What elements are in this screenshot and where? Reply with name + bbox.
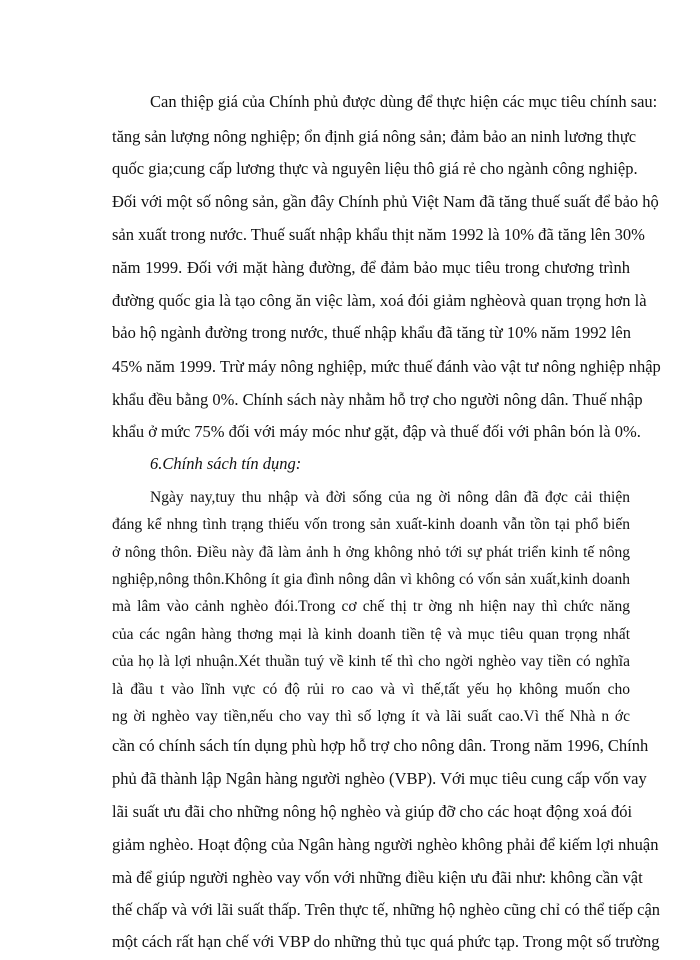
- paragraph-line: Can thiệp giá của Chính phủ được dùng để thực hiện các mục tiêu chính sau:: [150, 92, 658, 111]
- paragraph-line: bảo hộ ngành đường trong nước, thuế nhập khẩu đã tăng từ 10% năm 1992 lên: [112, 323, 632, 342]
- paragraph-line: phủ đã thành lập Ngân hàng người nghèo (VBP). Với mục tiêu cung cấp vốn vay: [112, 769, 647, 788]
- paragraph-line: ng ời nghèo vay tiền,nếu cho vay thì số lợng ít và lãi suất cao.Vì thế Nhà n ớc: [112, 708, 630, 725]
- section-heading: 6.Chính sách tín dụng:: [150, 454, 302, 473]
- paragraph-line: mà lâm vào cảnh nghèo đói.Trong cơ chế thị tr ờng nh hiện nay thì chức năng: [112, 598, 630, 615]
- paragraph-line: của họ là lợi nhuận.Xét thuần tuý về kinh tế thì cho ngời nghèo vay tiền có nghĩa: [112, 653, 630, 670]
- paragraph-line: là đầu t vào lĩnh vực có độ rủi ro cao và vì thế,tất yếu họ không muốn cho: [112, 681, 630, 698]
- paragraph-line: năm 1999. Đối với mặt hàng đường, để đảm bảo mục tiêu trong chương trình: [112, 258, 630, 277]
- paragraph-line: Ngày nay,tuy thu nhập và đời sống của ng ời nông dân đã đợc cải thiện: [150, 489, 630, 506]
- paragraph-line: tăng sản lượng nông nghiệp; ổn định giá nông sản; đảm bảo an ninh lương thực: [112, 127, 637, 146]
- paragraph-line: 45% năm 1999. Trừ máy nông nghiệp, mức thuế đánh vào vật tư nông nghiệp nhập: [112, 357, 661, 376]
- paragraph-line: của các ngân hàng thơng mại là kinh doanh tiền tệ và mục tiêu quan trọng nhất: [112, 626, 630, 643]
- paragraph-line: quốc gia;cung cấp lương thực và nguyên liệu thô giá rẻ cho ngành công nghiệp.: [112, 159, 638, 178]
- paragraph-line: khẩu đều bằng 0%. Chính sách này nhằm hỗ trợ cho người nông dân. Thuế nhập: [112, 390, 643, 409]
- paragraph-line: giảm nghèo. Hoạt động của Ngân hàng người nghèo không phải để kiếm lợi nhuận: [112, 835, 659, 854]
- paragraph-line: đường quốc gia là tạo công ăn việc làm, xoá đói giảm nghèovà quan trọng hơn là: [112, 291, 647, 310]
- paragraph-line: nghiệp,nông thôn.Không ít gia đình nông dân vì không có vốn sản xuất,kinh doanh: [112, 571, 630, 588]
- paragraph-line: cần có chính sách tín dụng phù hợp hỗ trợ cho nông dân. Trong năm 1996, Chính: [112, 736, 649, 755]
- paragraph-line: Đối với một số nông sản, gần đây Chính phủ Việt Nam đã tăng thuế suất để bảo hộ: [112, 192, 659, 211]
- paragraph-line: khẩu ở mức 75% đối với máy móc như gặt, đập và thuế đối với phân bón là 0%.: [112, 422, 641, 441]
- paragraph-line: thế chấp và với lãi suất thấp. Trên thực tế, những hộ nghèo cũng chỉ có thể tiếp cận: [112, 900, 661, 919]
- paragraph-line: một cách rất hạn chế với VBP do những thủ tục quá phức tạp. Trong một số trường: [112, 932, 660, 951]
- paragraph-line: ở nông thôn. Điều này đã làm ảnh h ởng không nhỏ tới sự phát triển kinh tế nông: [112, 544, 630, 561]
- paragraph-line: sản xuất trong nước. Thuế suất nhập khẩu thịt năm 1992 là 10% đã tăng lên 30%: [112, 225, 645, 244]
- paragraph-line: mà để giúp người nghèo vay vốn với những điều kiện ưu đãi như: không cần vật: [112, 868, 643, 887]
- paragraph-line: đáng kể nhng tình trạng thiếu vốn trong sản xuất-kinh doanh vẫn tồn tại phổ biến: [112, 516, 630, 533]
- paragraph-line: lãi suất ưu đãi cho những nông hộ nghèo và giúp đỡ cho các hoạt động xoá đói: [112, 802, 633, 821]
